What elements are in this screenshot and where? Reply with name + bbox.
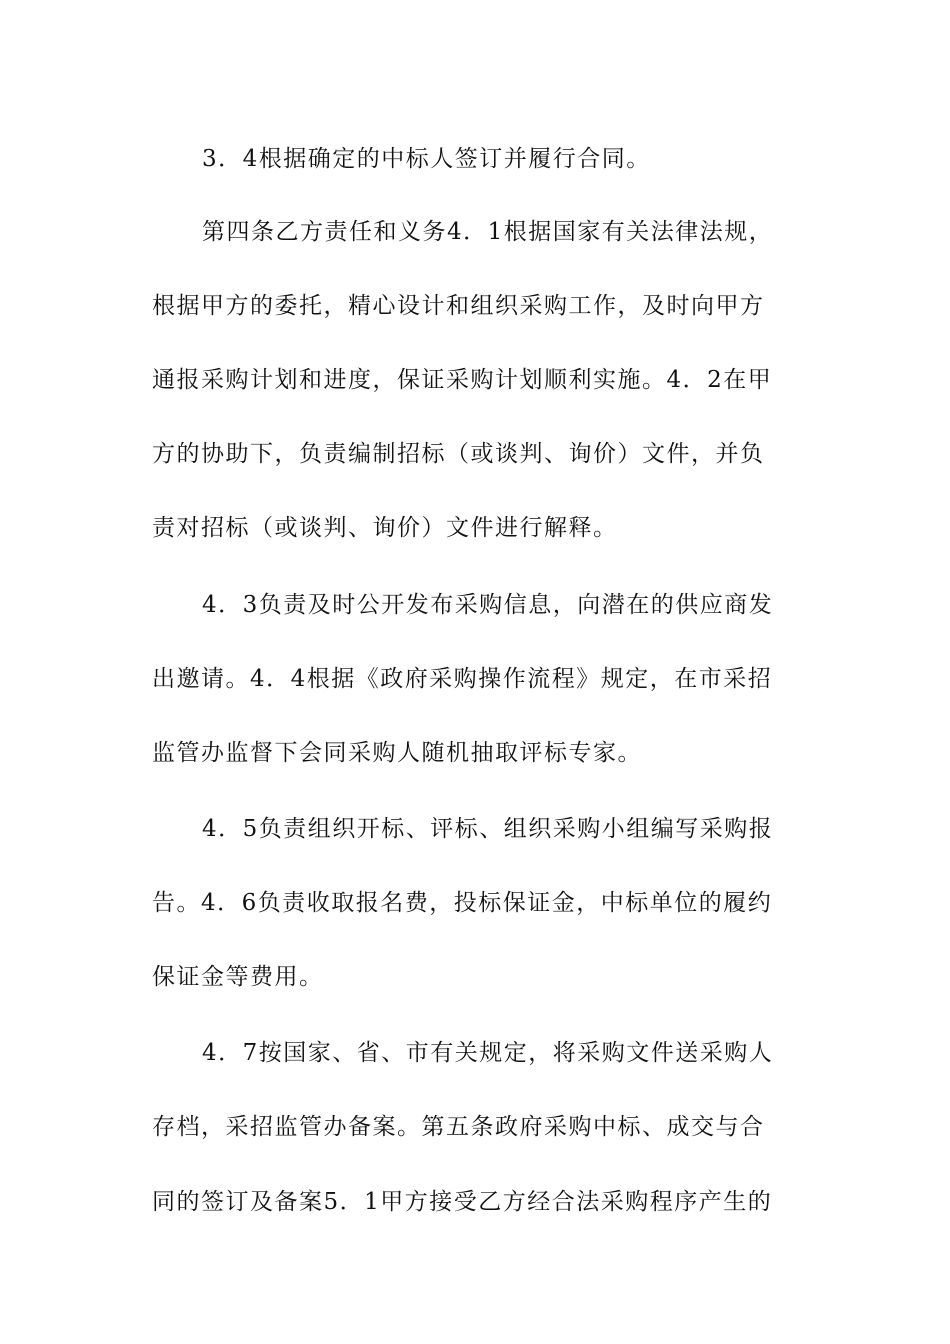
text-line: 4．3负责及时公开发布采购信息，向潜在的供应商发 (202, 592, 774, 618)
text-line: 存档，采招监管办备案。第五条政府采购中标、成交与合 (152, 1114, 765, 1140)
text-line: 通报采购计划和进度，保证采购计划顺利实施。4．2在甲 (152, 367, 773, 393)
text-line: 监管办监督下会同采购人随机抽取评标专家。 (152, 740, 642, 766)
text-line: 告。4．6负责收取报名费，投标保证金，中标单位的履约 (152, 890, 773, 916)
text-line: 4．7按国家、省、市有关规定，将采购文件送采购人 (202, 1040, 774, 1066)
text-line: 出邀请。4．4根据《政府采购操作流程》规定，在市采招 (152, 666, 773, 692)
text-line: 3．4根据确定的中标人签订并履行合同。 (202, 146, 651, 172)
text-line: 4．5负责组织开标、评标、组织采购小组编写采购报 (202, 816, 774, 842)
text-line: 保证金等费用。 (152, 964, 324, 990)
text-line: 根据甲方的委托，精心设计和组织采购工作，及时向甲方 (152, 293, 765, 319)
text-line: 责对招标（或谈判、询价）文件进行解释。 (152, 515, 618, 541)
text-line: 方的协助下，负责编制招标（或谈判、询价）文件，并负 (152, 441, 765, 467)
text-line: 第四条乙方责任和义务4．1根据国家有关法律法规， (202, 219, 774, 245)
text-line: 同的签订及备案5．1甲方接受乙方经合法采购程序产生的 (152, 1189, 773, 1215)
